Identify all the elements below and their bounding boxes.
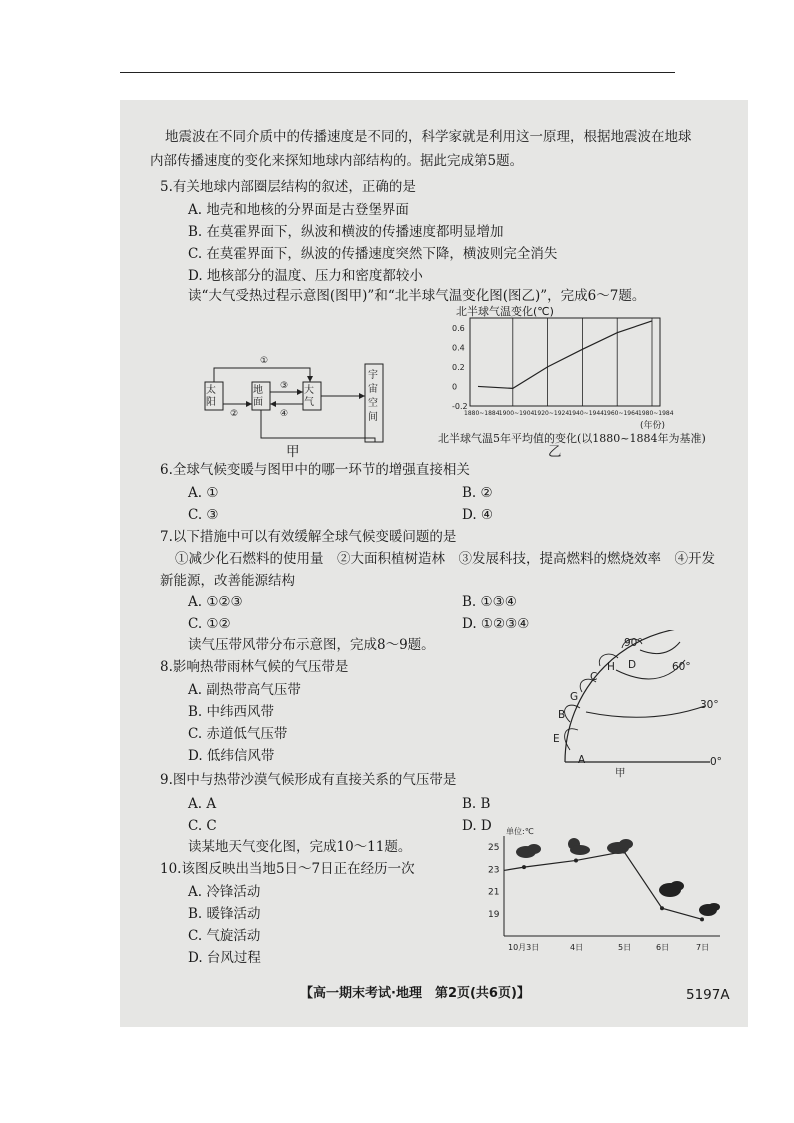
space-label-1: 宇	[368, 370, 378, 381]
temp-chart-caption: 北半球气温5年平均值的变化(以1880~1884年为基准)	[438, 432, 706, 445]
belt-a-label: A	[578, 754, 586, 766]
ground-label-2: 面	[253, 397, 263, 408]
top-rule	[120, 72, 675, 73]
temp-y-tick-4: -0.2	[452, 402, 468, 411]
belt-b-label: B	[558, 709, 566, 721]
q8-option-c: C. 赤道低气压带	[188, 726, 288, 742]
temp-chart-title: 北半球气温变化(℃)	[456, 305, 554, 318]
lat-90-label: 90°	[624, 637, 643, 649]
weather-unit-label: 单位:℃	[506, 827, 534, 836]
belt-g-label: G	[570, 691, 579, 703]
ground-label-1: 地	[253, 385, 263, 396]
intro-line-1: 地震波在不同介质中的传播速度是不同的，科学家就是利用这一原理，根据地震波在地球	[165, 129, 692, 145]
q9-option-c: C. C	[188, 818, 217, 834]
cloud-heavy-rain-icon	[659, 881, 684, 897]
footer-code: 5197A	[686, 987, 730, 1003]
temp-x-tick-5: 1980~1984	[638, 410, 674, 417]
q5-option-a: A. 地壳和地核的分界面是古登堡界面	[188, 202, 409, 218]
globe-outline	[565, 630, 700, 762]
q8-option-a: A. 副热带高气压带	[188, 682, 301, 698]
arrow-3-label: ③	[280, 381, 289, 391]
temp-y-tick-3: 0	[452, 382, 458, 392]
temperature-change-chart	[450, 312, 680, 430]
sun-label-1: 太	[206, 385, 216, 396]
q7-option-a: A. ①②③	[188, 594, 243, 610]
temp-x-tick-1: 1900~1904	[498, 410, 535, 417]
figure-yi-label: 乙	[548, 444, 562, 460]
atmos-label-2: 气	[304, 397, 314, 408]
weather-y-tick-1: 23	[488, 865, 500, 876]
q9-stem: 9.图中与热带沙漠气候形成有直接关系的气压带是	[160, 772, 457, 788]
atmosphere-heating-diagram	[200, 350, 400, 460]
q10-stem: 10.该图反映出当地5日～7日正在经历一次	[160, 861, 415, 877]
arrow-4-label: ④	[280, 409, 289, 419]
q7-choices-line-2: 新能源，改善能源结构	[160, 573, 295, 589]
q10-option-d: D. 台风过程	[188, 950, 261, 966]
q10-option-c: C. 气旋活动	[188, 928, 261, 944]
q5-option-c: C. 在莫霍界面下，纵波的传播速度突然下降，横波则完全消失	[188, 246, 558, 262]
temp-x-tick-0: 1880~1884	[464, 410, 500, 417]
figure-jia-caption: 甲	[286, 444, 300, 460]
q7-option-b: B. ①③④	[462, 594, 517, 610]
weather-x-tick-2: 5日	[618, 943, 632, 952]
temperature-series-line	[478, 321, 652, 388]
q9-option-a: A. A	[188, 796, 217, 812]
q7-option-c: C. ①②	[188, 616, 231, 632]
weather-x-tick-0: 10月3日	[508, 943, 540, 952]
q7-choices-line-1: ①减少化石燃料的使用量 ②大面积植树造林 ③发展科技，提高燃料的燃烧效率 ④开发	[175, 551, 715, 567]
temp-x-tick-4: 1960~1964	[603, 410, 639, 417]
temp-y-tick-0: 0.6	[452, 323, 465, 333]
arrow-2-label: ②	[230, 409, 239, 419]
cloud-rain-icon	[516, 844, 541, 858]
q6-option-c: C. ③	[188, 507, 219, 523]
q10-option-a: A. 冷锋活动	[188, 884, 261, 900]
belt-diagram-caption: 甲	[615, 767, 626, 779]
q7-stem: 7.以下措施中可以有效缓解全球气候变暖问题的是	[160, 529, 457, 545]
read-instruction-8-9: 读气压带风带分布示意图，完成8～9题。	[188, 637, 435, 653]
lat-0-label: 0°	[710, 756, 722, 768]
cloud-light-rain-icon	[699, 903, 720, 916]
belt-e-label: E	[553, 733, 560, 745]
sun-label-2: 阳	[206, 397, 216, 408]
cloud-icon	[607, 839, 633, 854]
read-instruction-6-7: 读“大气受热过程示意图(图甲)”和“北半球气温变化图(图乙)”，完成6～7题。	[188, 288, 646, 304]
q8-stem: 8.影响热带雨林气候的气压带是	[160, 659, 349, 675]
weather-x-tick-4: 7日	[696, 943, 710, 952]
lat-60-label: 60°	[672, 661, 691, 673]
weather-y-tick-3: 19	[488, 909, 500, 920]
weather-y-tick-2: 21	[488, 887, 500, 898]
q9-option-d: D. D	[462, 818, 492, 834]
pressure-belt-diagram	[520, 630, 730, 780]
q6-stem: 6.全球气候变暖与图甲中的哪一环节的增强直接相关	[160, 462, 470, 478]
footer-page-info: 【高一期末考试·地理 第2页(共6页)】	[300, 986, 530, 1001]
weather-x-tick-1: 4日	[570, 943, 584, 952]
q8-option-d: D. 低纬信风带	[188, 748, 275, 764]
weather-y-tick-0: 25	[488, 843, 500, 854]
arrow-1-label: ①	[260, 356, 269, 366]
space-label-3: 空	[368, 398, 378, 409]
weather-data-point-0	[522, 865, 526, 869]
q5-option-d: D. 地核部分的温度、压力和密度都较小	[188, 268, 423, 284]
belt-c-label: C	[590, 671, 598, 683]
weather-data-point-1	[574, 858, 578, 862]
q6-option-b: B. ②	[462, 485, 493, 501]
atmos-label-1: 大	[304, 385, 314, 396]
space-label-4: 间	[368, 412, 378, 423]
q6-option-a: A. ①	[188, 485, 219, 501]
q9-option-b: B. B	[462, 796, 491, 812]
q5-option-b: B. 在莫霍界面下，纵波和横波的传播速度都明显增加	[188, 224, 504, 240]
q8-option-b: B. 中纬西风带	[188, 704, 275, 720]
weather-x-tick-3: 6日	[656, 943, 670, 952]
read-instruction-10-11: 读某地天气变化图，完成10～11题。	[188, 839, 412, 855]
belt-d-label: D	[628, 659, 637, 671]
q7-option-d: D. ①②③④	[462, 616, 530, 632]
space-label-2: 宙	[368, 384, 378, 395]
sun-cloud-icon	[568, 838, 590, 855]
belt-h-label: H	[607, 661, 615, 673]
weather-data-point-4	[700, 917, 704, 921]
weather-data-point-3	[660, 906, 664, 910]
temp-x-tick-3: 1940~1944	[568, 410, 604, 417]
temp-x-tick-2: 1920~1924	[533, 410, 570, 417]
weather-change-chart	[480, 822, 730, 972]
intro-line-2: 内部传播速度的变化来探知地球内部结构的。据此完成第5题。	[150, 153, 524, 169]
temp-x-unit: (年份)	[640, 421, 666, 430]
temp-y-tick-1: 0.4	[452, 343, 465, 353]
temp-y-tick-2: 0.2	[452, 362, 465, 372]
q5-stem: 5.有关地球内部圈层结构的叙述，正确的是	[160, 179, 416, 195]
lat-30-label: 30°	[700, 699, 719, 711]
q6-option-d: D. ④	[462, 507, 494, 523]
q10-option-b: B. 暖锋活动	[188, 906, 261, 922]
